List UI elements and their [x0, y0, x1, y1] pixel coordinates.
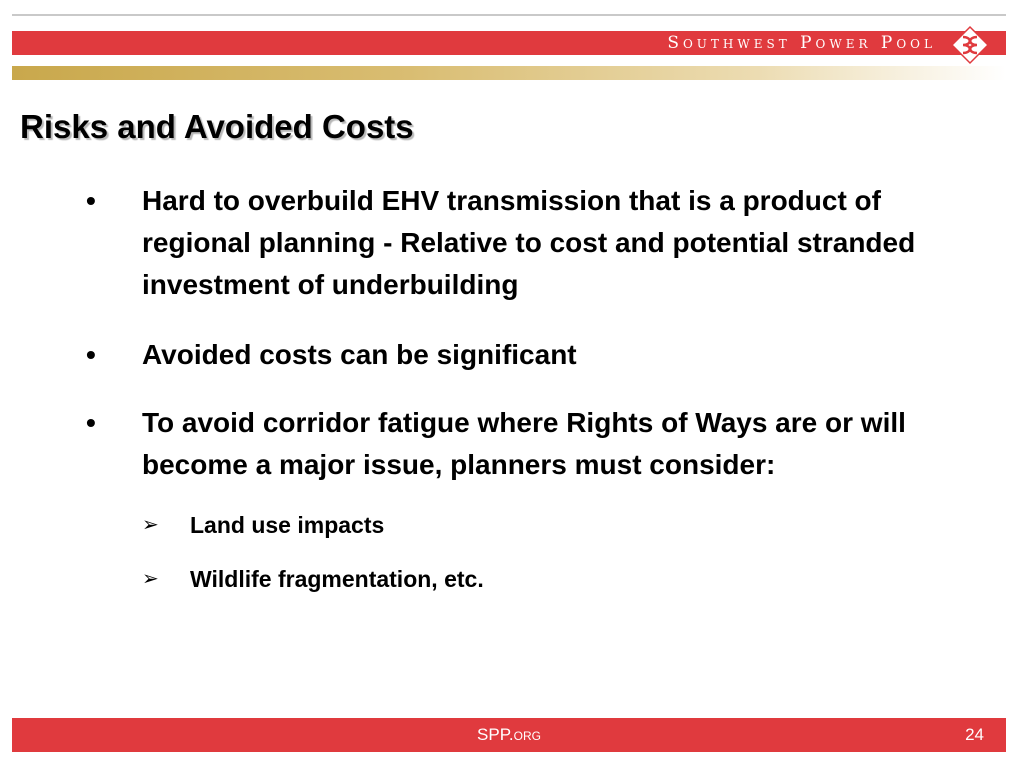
bullet-text: Avoided costs can be significant	[142, 339, 577, 370]
header-band	[12, 31, 1006, 55]
bullet-item	[80, 180, 980, 306]
footer-website	[12, 725, 1006, 745]
spp-logo-icon	[950, 25, 990, 65]
bullet-item	[80, 334, 980, 376]
slide-content	[80, 180, 980, 594]
bullet-text: Hard to overbuild EHV transmission that is a product of regional planning - Relative to cost and potential stranded investment of underbuilding	[142, 185, 916, 300]
sub-bullet-text: Wildlife fragmentation, etc.	[190, 566, 484, 592]
page-number: 24	[965, 725, 984, 744]
top-divider	[12, 14, 1006, 16]
sub-bullet-text: Land use impacts	[190, 512, 385, 538]
arrow-bullet-icon: ➢	[142, 514, 159, 536]
bullet-marker: •	[86, 407, 96, 438]
bullet-marker: •	[86, 185, 96, 216]
bullet-item	[80, 402, 980, 486]
brand-name: Southwest Power Pool	[667, 33, 936, 53]
footer-band	[12, 718, 1006, 752]
arrow-bullet-icon: ➢	[142, 568, 159, 590]
gold-accent-band	[12, 66, 1006, 80]
sub-bullet-item	[142, 510, 980, 540]
sub-bullet-item	[142, 564, 980, 594]
footer-site-main: SPP.	[477, 725, 514, 744]
bullet-text: To avoid corridor fatigue where Rights of Ways are or will become a major issue, planners must consider:	[142, 407, 906, 480]
footer-site-suffix: org	[513, 725, 541, 744]
bullet-marker: •	[86, 339, 96, 370]
slide-title: Risks and Avoided Costs	[20, 108, 414, 145]
